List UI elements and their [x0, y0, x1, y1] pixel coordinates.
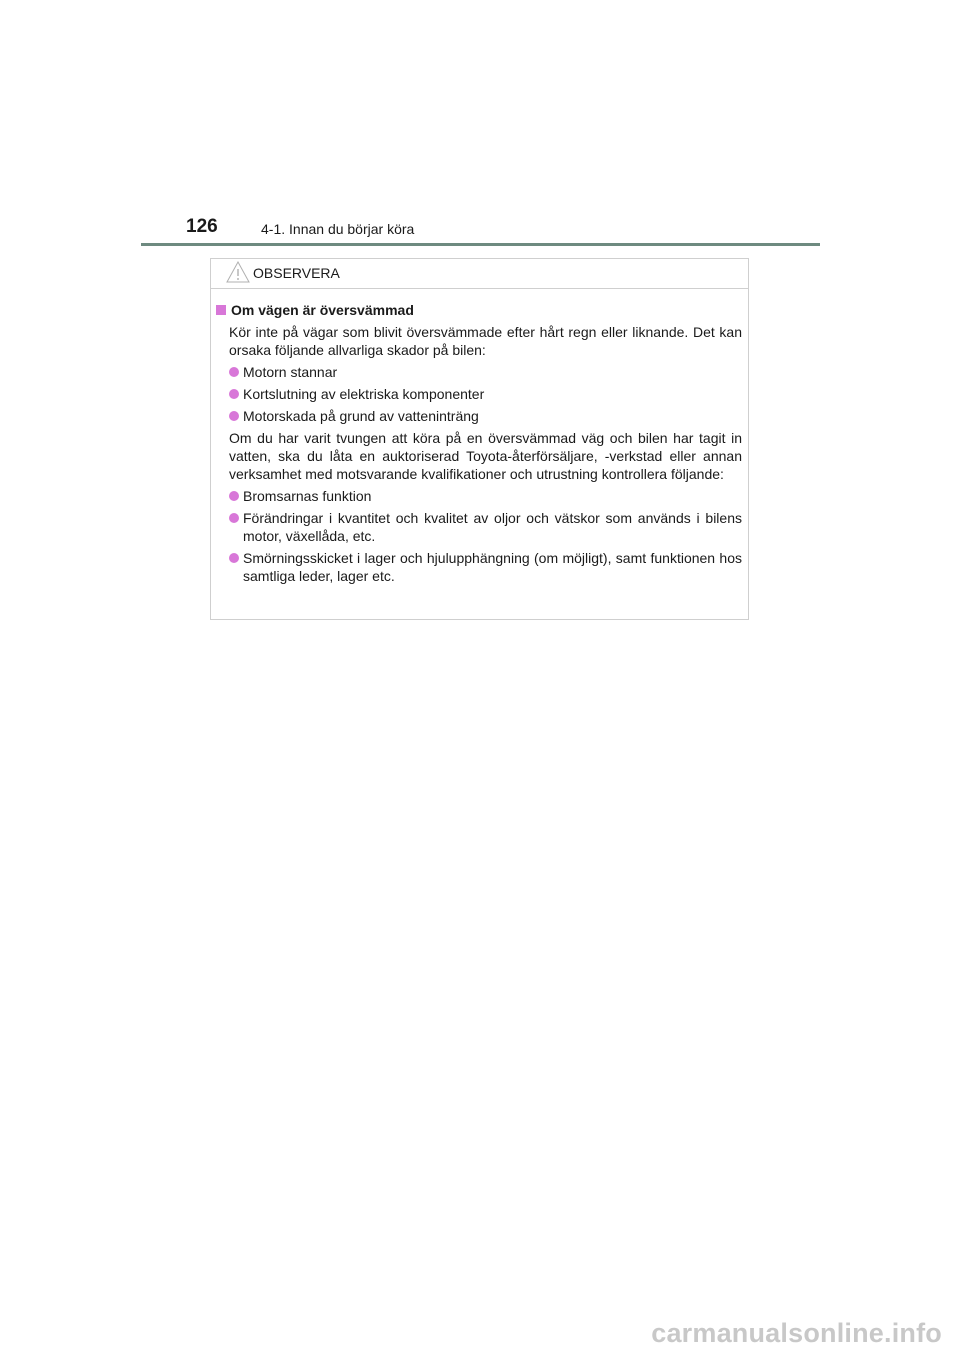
notice-box	[210, 258, 749, 620]
list-item-text: Förändringar i kvantitet och kvalitet av oljor och vätskor som används i bilens motor, växellåda, etc.	[243, 510, 742, 544]
list-item-text: Kortslutning av elektriska komponenter	[243, 386, 485, 402]
list-item	[229, 385, 742, 403]
watermark: carmanualsonline.info	[651, 1318, 942, 1348]
list-item-text: Bromsarnas funktion	[243, 488, 372, 504]
round-bullet-icon	[229, 491, 239, 501]
section-title: 4-1. Innan du börjar köra	[261, 221, 415, 237]
round-bullet-icon	[229, 411, 239, 421]
list-item	[229, 509, 742, 545]
notice-label: OBSERVERA	[253, 265, 340, 281]
header-divider	[141, 243, 820, 246]
notice-heading-text: Om vägen är översvämmad	[231, 302, 414, 318]
list-item-text: Smörningsskicket i lager och hjulupphängning (om möjligt), samt funktionen hos samtliga leder, lager etc.	[243, 550, 742, 584]
notice-header	[211, 259, 748, 289]
round-bullet-icon	[229, 553, 239, 563]
list-item	[229, 487, 742, 505]
warning-triangle-icon	[226, 261, 250, 283]
intro-paragraph: Kör inte på vägar som blivit översvämmade efter hårt regn eller liknande. Det kan orsaka följande allvarliga skador på bilen:	[229, 324, 742, 358]
list-item	[229, 407, 742, 425]
list-item	[229, 363, 742, 381]
notice-heading	[215, 301, 742, 319]
round-bullet-icon	[229, 513, 239, 523]
round-bullet-icon	[229, 389, 239, 399]
square-bullet-icon	[216, 305, 226, 315]
notice-body	[211, 289, 748, 585]
advice-paragraph: Om du har varit tvungen att köra på en översvämmad väg och bilen har tagit in vatten, ska du låta en auktoriserad Toyota-återförsäljare, -verkstad eller annan verksamhet med motsvarande kvalifikationer och utrustning kontrollera följande:	[229, 430, 742, 482]
list-item-text: Motorn stannar	[243, 364, 338, 380]
page-number: 126	[186, 216, 218, 237]
list-item-text: Motorskada på grund av vatteninträng	[243, 408, 479, 424]
list-item	[229, 549, 742, 585]
round-bullet-icon	[229, 367, 239, 377]
